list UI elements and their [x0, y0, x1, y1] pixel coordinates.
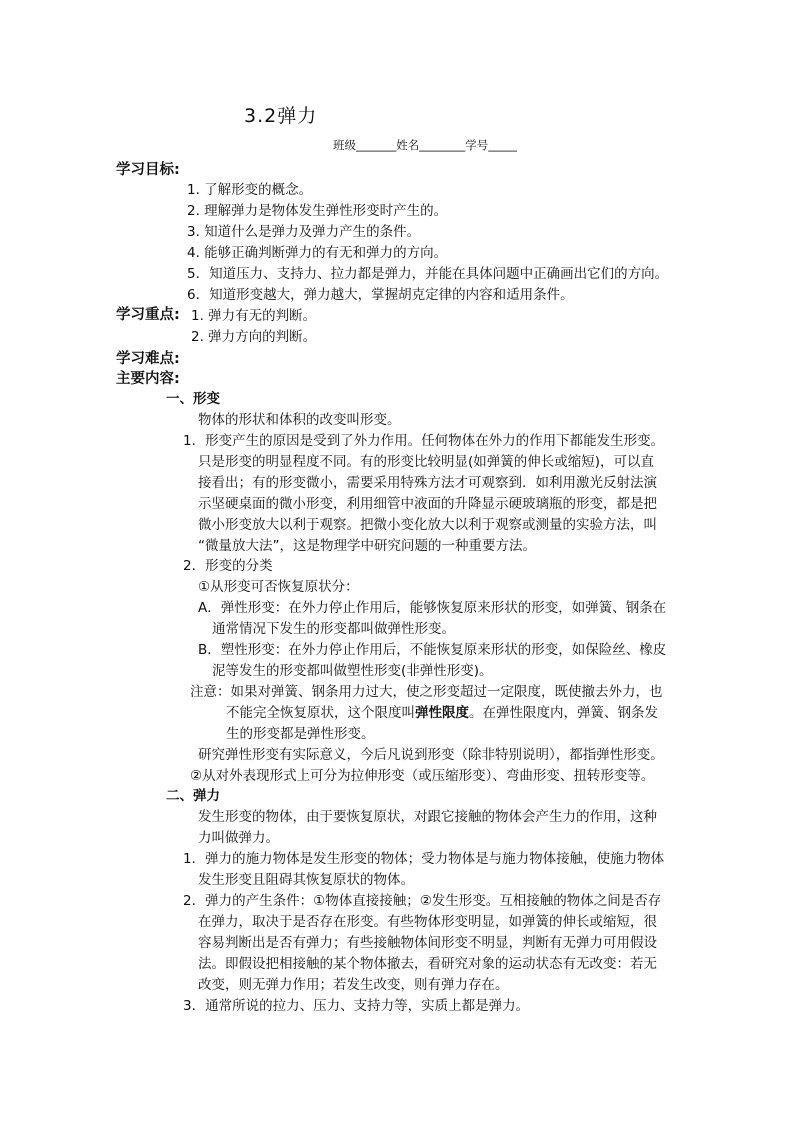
main-content-heading: 主要内容: — [116, 371, 180, 387]
research-note: 研究弹性形变有实际意义，今后凡说到形变（除非特别说明），都指弹性形变。 — [198, 747, 664, 763]
elastic-deformation-line: 通常情况下发生的形变都叫做弹性形变。 — [212, 621, 455, 637]
deformation-p1-line: “微量放大法”，这是物理学中研究问题的一种重要方法。 — [198, 538, 536, 554]
objective-item: 1. 了解形变的概念。 — [187, 182, 313, 198]
elastic-force-p1-line: 1．弹力的施力物体是发生形变的物体；受力物体是与施力物体接触，使施力物体 — [183, 851, 665, 867]
elastic-force-definition: 发生形变的物体，由于要恢复原状，对跟它接触的物体会产生力的作用，这种 — [198, 809, 657, 825]
difficulties-heading: 学习难点: — [116, 351, 180, 367]
elastic-force-p2-line: 2．弹力的产生条件：①物体直接接触；②发生形变。互相接触的物体之间是否存 — [183, 893, 662, 909]
note-line: 注意：如果对弹簧、钢条用力过大，使之形变超过一定限度，既使撤去外力，也 — [190, 684, 663, 700]
note-line — [226, 703, 658, 723]
deformation-p1-line: 1．形变产生的原因是受到了外力作用。任何物体在外力的作用下都能发生形变。 — [183, 433, 665, 449]
elastic-force-definition: 力叫做弹力。 — [198, 830, 279, 846]
student-info-line: 班级_______姓名________学号_____ — [333, 138, 517, 152]
elastic-force-p2-line: 改变，则无弹力作用；若发生改变，则有弹力存在。 — [198, 977, 509, 993]
section-deformation-title: 一、形变 — [166, 391, 220, 407]
deformation-p1-line: 只是形变的明显程度不同。有的形变比较明显(如弹簧的伸长或缩短)，可以直 — [198, 454, 655, 470]
deformation-intro: 物体的形状和体积的改变叫形变。 — [198, 412, 401, 428]
elastic-force-p1-line: 发生形变且阻碍其恢复原状的物体。 — [198, 872, 414, 888]
note-line: 生的形变都是弹性形变。 — [226, 726, 375, 742]
classification-criterion-1: ①从形变可否恢复原状分： — [198, 579, 359, 595]
elastic-deformation-line: A．弹性形变：在外力停止作用后，能够恢复原来形状的形变，如弹簧、钢条在 — [198, 600, 667, 616]
elastic-force-p3: 3．通常所说的拉力、压力、支持力等，实质上都是弹力。 — [183, 998, 530, 1014]
note-text: 。在弹性限度内，弹簧、钢条发 — [469, 705, 658, 721]
section-elastic-force-title: 二、弹力 — [166, 788, 220, 804]
key-points-heading: 学习重点: — [116, 307, 180, 323]
objective-item: 2. 理解弹力是物体发生弹性形变时产生的。 — [187, 203, 448, 219]
key-point-item: 1. 弹力有无的判断。 — [191, 308, 317, 324]
plastic-deformation-line: B．塑性形变：在外力停止作用后，不能恢复原来形状的形变，如保险丝、橡皮 — [198, 642, 667, 658]
deformation-p1-line: 接看出；有的形变微小，需要采用特殊方法才可观察到．如利用激光反射法演 — [198, 475, 657, 491]
page-title: 3.2弹力 — [244, 105, 318, 127]
plastic-deformation-line: 泥等发生的形变都叫做塑性形变(非弹性形变)。 — [212, 663, 493, 679]
elastic-limit-term: 弹性限度 — [415, 705, 469, 721]
elastic-force-p2-line: 法。即假设把相接触的某个物体撤去，看研究对象的运动状态有无改变：若无 — [198, 956, 657, 972]
objective-item: 6．知道形变越大，弹力越大，掌握胡克定律的内容和适用条件。 — [187, 287, 574, 303]
deformation-classification-title: 2．形变的分类 — [183, 558, 273, 574]
objective-item: 3. 知道什么是弹力及弹力产生的条件。 — [187, 224, 421, 240]
elastic-force-p2-line: 在弹力，取决于是否存在形变。有些物体形变明显，如弹簧的伸长或缩短，很 — [198, 914, 657, 930]
key-point-item: 2. 弹力方向的判断。 — [191, 329, 317, 345]
objectives-heading: 学习目标: — [116, 162, 180, 178]
deformation-p1-line: 示坚硬桌面的微小形变，利用细管中液面的升降显示硬玻璃瓶的形变，都是把 — [198, 496, 657, 512]
elastic-force-p2-line: 容易判断出是否有弹力；有些接触物体间形变不明显，判断有无弹力可用假设 — [198, 935, 657, 951]
deformation-p1-line: 微小形变放大以利于观察。把微小变化放大以利于观察或测量的实验方法，叫 — [198, 517, 657, 533]
classification-criterion-2: ②从对外表现形式上可分为拉伸形变（或压缩形变）、弯曲形变、扭转形变等。 — [190, 768, 655, 784]
note-text: 不能完全恢复原状，这个限度叫 — [226, 705, 415, 721]
objective-item: 5．知道压力、支持力、拉力都是弹力，并能在具体问题中正确画出它们的方向。 — [187, 266, 669, 282]
objective-item: 4. 能够正确判断弹力的有无和弹力的方向。 — [187, 245, 448, 261]
